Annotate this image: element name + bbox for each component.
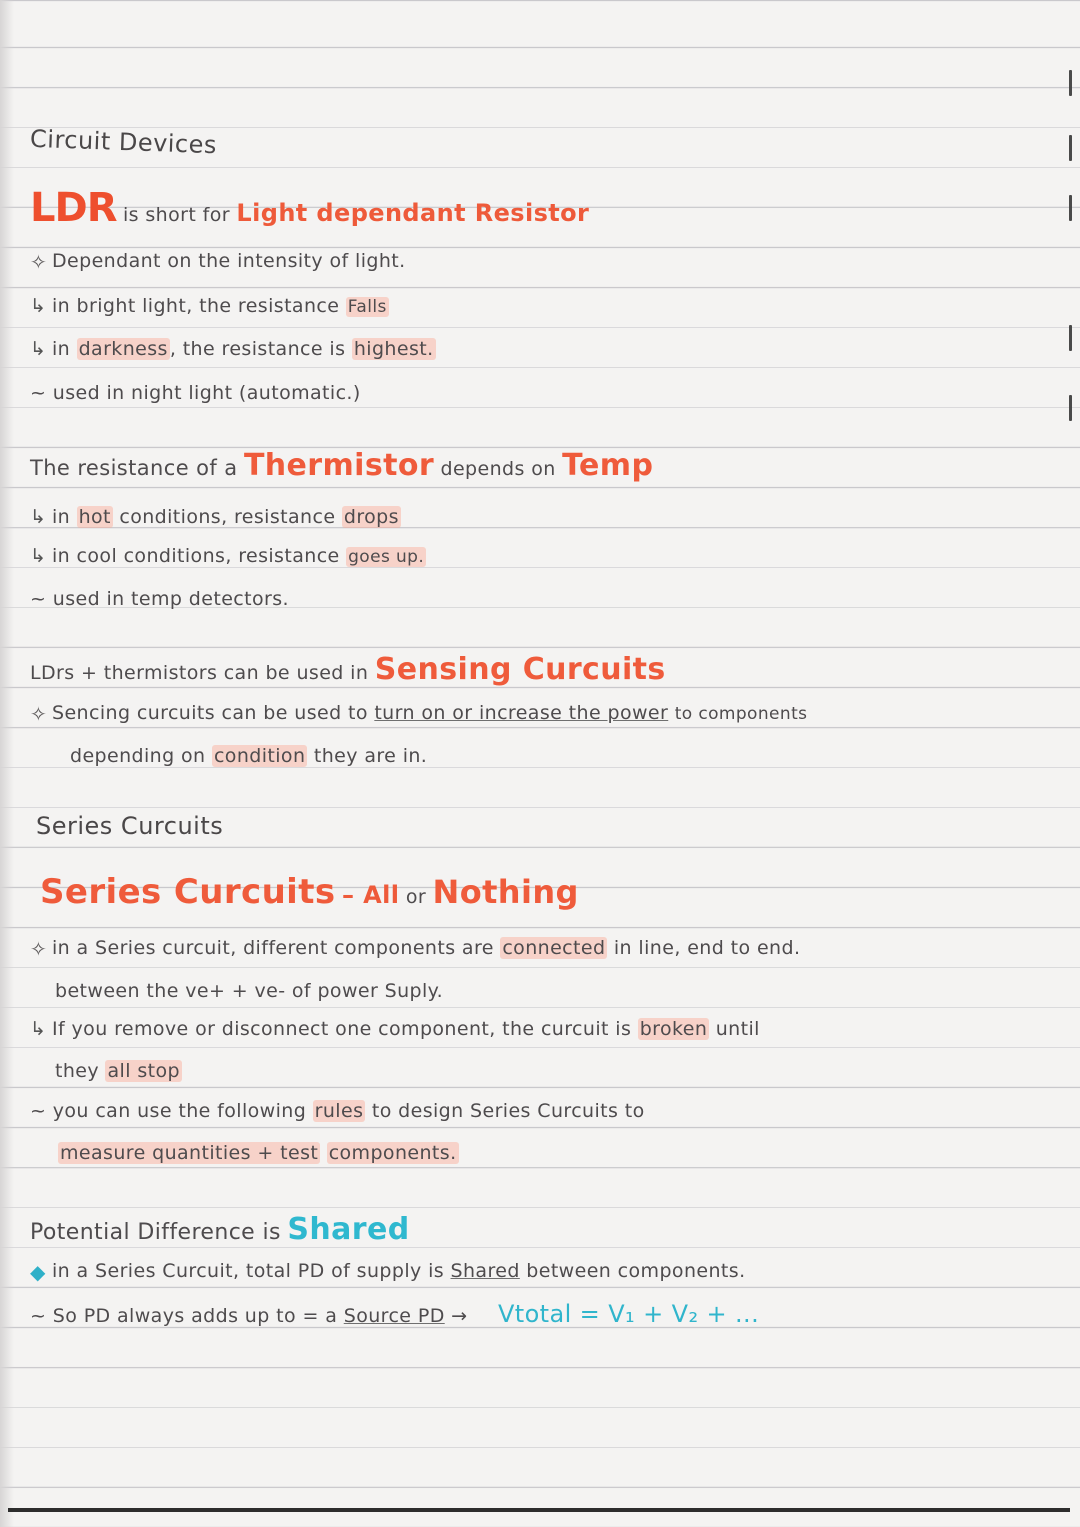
thermistor-name: Thermistor <box>243 448 435 483</box>
series-line-1 <box>30 937 800 959</box>
pd-formula: Vtotal = V₁ + V₂ + ... <box>497 1300 760 1328</box>
thermistor-line-2-text: in cool conditions, resistance <box>52 545 340 567</box>
ldr-line-2-text: in bright light, the resistance <box>52 295 340 317</box>
pd-line-1-end: between components. <box>526 1260 746 1282</box>
sensing-line-2-end: they are in. <box>313 745 428 767</box>
ldr-line-4 <box>30 382 361 404</box>
thermistor-line-2 <box>30 545 426 567</box>
sensing-line-1 <box>30 702 807 724</box>
page-edge-mark <box>1069 195 1072 221</box>
pd-line-2-text: So PD always adds up to = a <box>52 1305 338 1327</box>
series-line-1-end: in line, end to end. <box>613 937 801 959</box>
series-broken-highlight: broken <box>639 1018 708 1040</box>
ldr-highest-highlight: highest. <box>353 338 434 360</box>
series-line-5 <box>30 1100 645 1122</box>
series-line-6 <box>58 1142 459 1164</box>
ldr-line-1-text: Dependant on the intensity of light. <box>52 250 406 272</box>
arrow-bullet-icon: ↳ <box>30 545 47 567</box>
series-heading-nothing: Nothing <box>432 873 579 911</box>
tilde-bullet-icon: ~ <box>30 1305 53 1327</box>
thermistor-temp: Temp <box>562 448 654 483</box>
series-line-3-text: If you remove or disconnect one component, the curcuit is <box>52 1018 632 1040</box>
pd-line-2 <box>30 1300 759 1328</box>
ldr-line-3 <box>30 338 436 360</box>
sensing-intro: LDrs + thermistors can be used in <box>30 662 369 684</box>
pd-shared-underlined: Shared <box>450 1260 520 1282</box>
ldr-line-3-text: , the resistance is <box>169 338 346 360</box>
page-edge-mark <box>1069 135 1072 161</box>
thermistor-heading <box>30 448 653 483</box>
series-rules-highlight: rules <box>314 1100 364 1122</box>
sensing-line-2 <box>70 745 427 767</box>
page-title: Circuit Devices <box>29 124 218 160</box>
ldr-line-1 <box>30 250 406 272</box>
ldr-full-name: Light dependant Resistor <box>236 199 590 227</box>
pd-line-1 <box>30 1260 746 1282</box>
series-line-3-end: until <box>715 1018 760 1040</box>
arrow-bullet-icon: ↳ <box>30 1018 47 1040</box>
series-heading-main: Series Curcuits <box>40 872 336 912</box>
thermistor-line-3-text: used in temp detectors. <box>52 588 289 610</box>
thermistor-drops-highlight: drops <box>343 506 399 528</box>
thermistor-line-1 <box>30 506 401 528</box>
page-edge-mark <box>1069 70 1072 96</box>
series-line-1-text: in a Series curcuit, different components are <box>52 937 494 959</box>
pd-line-1-text: in a Series Curcuit, total PD of supply is <box>52 1260 445 1282</box>
sensing-line-1-end: to components <box>674 704 808 724</box>
pd-title-shared: Shared <box>287 1212 410 1247</box>
series-line-5-text: you can use the following <box>52 1100 307 1122</box>
thermistor-hot-highlight: hot <box>78 506 111 528</box>
arrow-bullet-icon: ↳ <box>30 338 47 360</box>
tilde-bullet-icon: ~ <box>30 588 53 610</box>
sensing-name: Sensing Curcuits <box>374 652 666 687</box>
thermistor-goes-up-highlight: goes up. <box>348 547 425 567</box>
series-line-5-end: to design Series Curcuits to <box>371 1100 645 1122</box>
ldr-falls-highlight: Falls <box>347 297 387 317</box>
pd-title-text: Potential Difference is <box>30 1220 281 1245</box>
series-heading-or: or <box>405 886 427 908</box>
ldr-short-for: is short for <box>122 204 230 226</box>
series-heading-all: – All <box>341 881 400 909</box>
ldr-line-2 <box>30 295 389 317</box>
series-line-2: between the ve+ + ve- of power Suply. <box>55 980 444 1002</box>
sensing-line-2-text: depending on <box>70 745 206 767</box>
series-components-highlight: components. <box>328 1142 457 1164</box>
series-line-4 <box>55 1060 182 1082</box>
sensing-condition-highlight: condition <box>213 745 306 767</box>
pd-source-pd: Source PD <box>343 1305 445 1327</box>
thermistor-depends: depends on <box>440 458 556 480</box>
ldr-acronym: LDR <box>30 185 117 231</box>
sensing-line-1-text: Sencing curcuits can be used to <box>52 702 368 724</box>
thermistor-line-1-in: in <box>52 506 71 528</box>
page-bottom-edge <box>8 1508 1070 1512</box>
ldr-heading <box>30 185 589 231</box>
series-measure-highlight: measure quantities + test <box>60 1142 319 1164</box>
series-all-stop-highlight: all stop <box>107 1060 180 1082</box>
pd-heading <box>30 1212 410 1247</box>
page-edge-mark <box>1069 395 1072 421</box>
page-edge-shadow <box>0 0 14 1527</box>
thermistor-line-1-text: conditions, resistance <box>119 506 336 528</box>
thermistor-line-3 <box>30 588 289 610</box>
ldr-line-4-text: used in night light (automatic.) <box>52 382 361 404</box>
star-bullet-icon: ✧ <box>30 250 48 274</box>
arrow-bullet-icon: ↳ <box>30 506 47 528</box>
series-line-3 <box>30 1018 760 1040</box>
star-bullet-icon: ✧ <box>30 937 48 961</box>
series-line-4-text: they <box>55 1060 100 1082</box>
arrow-bullet-icon: ↳ <box>30 295 47 317</box>
thermistor-intro: The resistance of a <box>30 456 238 480</box>
series-section-title: Series Curcuits <box>36 812 224 840</box>
sensing-heading <box>30 652 666 687</box>
star-bullet-icon: ◆ <box>30 1260 46 1284</box>
sensing-power-phrase: turn on or increase the power <box>374 702 669 724</box>
ldr-line-3-in: in <box>52 338 71 360</box>
star-bullet-icon: ✧ <box>30 702 48 726</box>
ldr-darkness-highlight: darkness <box>78 338 168 360</box>
series-connected-highlight: connected <box>502 937 606 959</box>
page-edge-mark <box>1069 325 1072 351</box>
tilde-bullet-icon: ~ <box>30 382 53 404</box>
tilde-bullet-icon: ~ <box>30 1100 53 1122</box>
series-heading <box>40 872 579 912</box>
arrow-right-icon: → <box>451 1305 468 1327</box>
